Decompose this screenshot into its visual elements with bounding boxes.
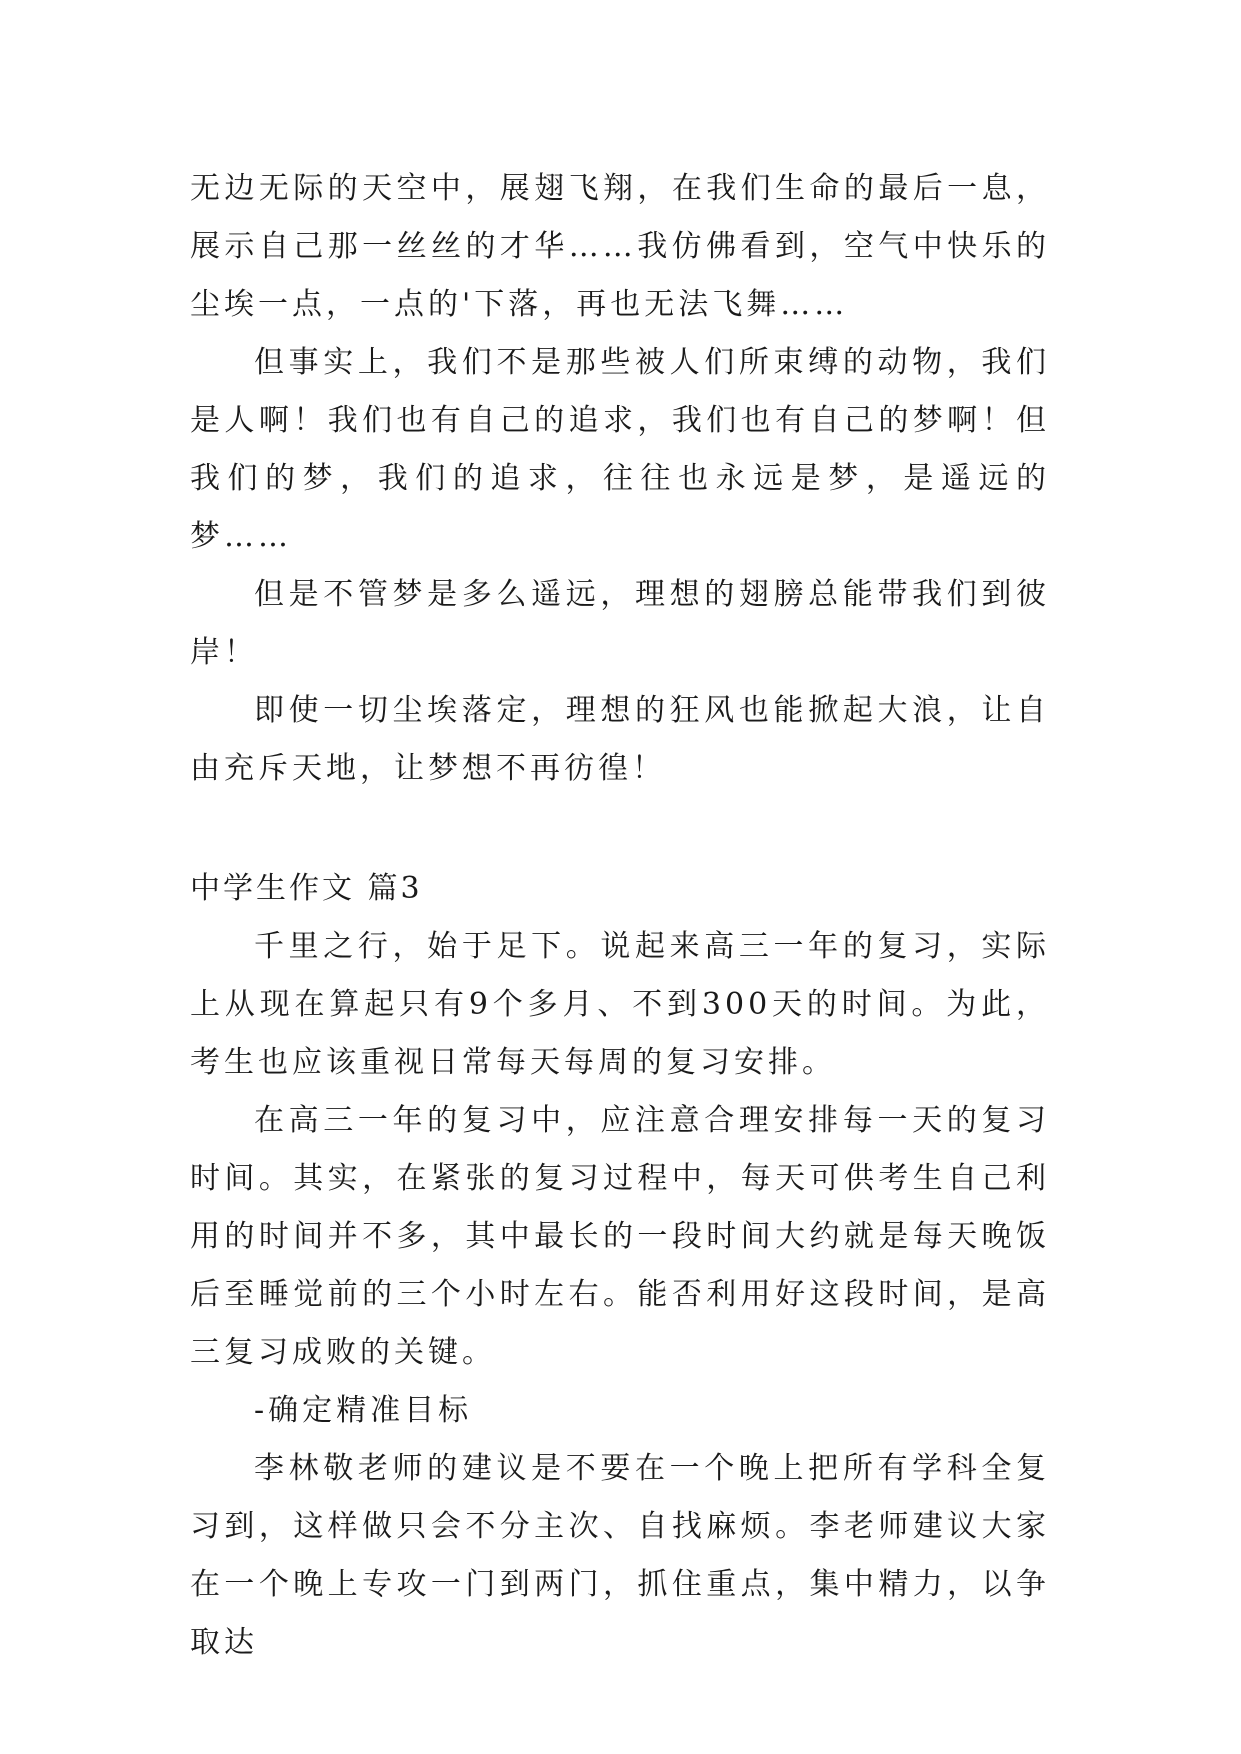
paragraph: 但事实上，我们不是那些被人们所束缚的动物，我们是人啊！我们也有自己的追求，我们也有自己的梦啊！但我们的梦，我们的追求，往往也永远是梦，是遥远的梦…… bbox=[190, 345, 1050, 554]
section-heading: 中学生作文 篇3 bbox=[190, 871, 423, 906]
paragraph: 但是不管梦是多么遥远，理想的翅膀总能带我们到彼岸！ bbox=[190, 577, 1050, 670]
paragraph: 在高三一年的复习中，应注意合理安排每一天的复习时间。其实，在紧张的复习过程中，每天可供考生自己利用的时间并不多，其中最长的一段时间大约就是每天晚饭后至睡觉前的三个小时左右。能否利用好这段时间，是高三复习成败的关键。 bbox=[190, 1103, 1050, 1370]
subheading: -确定精准目标 bbox=[254, 1393, 473, 1428]
paragraph: 即使一切尘埃落定，理想的狂风也能掀起大浪，让自由充斥天地，让梦想不再彷徨！ bbox=[190, 693, 1050, 786]
paragraph: 李林敬老师的建议是不要在一个晚上把所有学科全复习到，这样做只会不分主次、自找麻烦。李老师建议大家在一个晚上专攻一门到两门，抓住重点，集中精力，以争取达 bbox=[190, 1451, 1050, 1660]
document-body bbox=[190, 160, 1050, 1672]
paragraph: 千里之行，始于足下。说起来高三一年的复习，实际上从现在算起只有9个多月、不到300天的时间。为此，考生也应该重视日常每天每周的复习安排。 bbox=[190, 929, 1050, 1080]
paragraph: 无边无际的天空中，展翅飞翔，在我们生命的最后一息，展示自己那一丝丝的才华……我仿佛看到，空气中快乐的尘埃一点，一点的'下落，再也无法飞舞…… bbox=[190, 171, 1050, 322]
